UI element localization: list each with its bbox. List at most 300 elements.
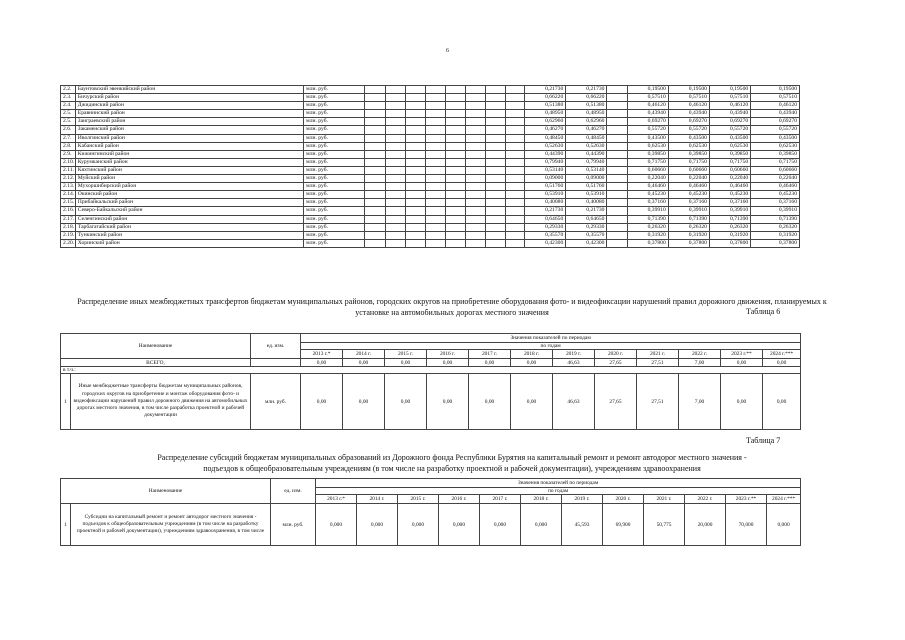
empty-cell: [365, 199, 385, 207]
year-header: 2019 г.: [562, 495, 603, 504]
empty-cell: [425, 150, 445, 158]
empty-cell: [485, 166, 505, 174]
value-cell: 0,71750: [668, 158, 709, 166]
table-row: [61, 239, 800, 247]
value-cell: 0,69270: [709, 118, 750, 126]
empty-cell: [445, 199, 465, 207]
empty-cell: [405, 239, 425, 247]
year-header: 2013 г.*: [301, 350, 343, 359]
empty-cell: [425, 207, 445, 215]
value-cell: 0,45230: [627, 191, 668, 199]
row-unit: млн. руб.: [304, 110, 365, 118]
empty-cell: [485, 86, 505, 94]
row-number: 2.11.: [61, 166, 76, 174]
year-header: 2017 г.: [469, 350, 511, 359]
value-cell: 0,42300: [566, 239, 607, 247]
empty-cell: [385, 231, 405, 239]
row-name: Курумканский район: [75, 158, 303, 166]
empty-cell: [465, 118, 485, 126]
empty-cell: [465, 86, 485, 94]
row-name: Иволгинский район: [75, 134, 303, 142]
value-cell: 0,51380: [566, 102, 607, 110]
total-value: 27,51: [637, 359, 679, 367]
value-cell: 0,43940: [751, 110, 800, 118]
empty-cell: [365, 134, 385, 142]
table6-header-years-group: по годам: [301, 343, 801, 350]
empty-cell: [405, 158, 425, 166]
empty-cell: [405, 207, 425, 215]
value-cell: 0,22040: [709, 175, 750, 183]
value-cell: 27,65: [595, 374, 637, 430]
empty-cell: [485, 158, 505, 166]
row-number: 2.12.: [61, 175, 76, 183]
value-cell: 0,62960: [525, 118, 566, 126]
value-cell: 20,000: [685, 504, 726, 546]
empty-cell: [607, 183, 627, 191]
empty-cell: [405, 86, 425, 94]
empty-cell: [485, 118, 505, 126]
table7-title-line2: подъездов к общеобразовательным учреждениям (в том числе на разработку проектной и рабочей документации), учреждениям здравоохранения: [203, 464, 701, 473]
row-unit: млн. руб.: [304, 86, 365, 94]
empty-cell: [445, 126, 465, 134]
empty-cell: [405, 134, 425, 142]
empty-cell: [465, 166, 485, 174]
year-header: 2021 г.: [644, 495, 685, 504]
value-cell: 0,71390: [668, 215, 709, 223]
row-unit: млн. руб.: [304, 175, 365, 183]
table6-header-unit: ед. изм.: [251, 334, 301, 359]
table6-total-unit: [251, 359, 301, 367]
table-row: [61, 102, 800, 110]
value-cell: 0,62530: [627, 142, 668, 150]
value-cell: 0,21730: [566, 207, 607, 215]
row-name: Северо-Байкальский район: [75, 207, 303, 215]
value-cell: 0,64650: [566, 215, 607, 223]
empty-cell: [485, 191, 505, 199]
total-value: 0,00: [763, 359, 801, 367]
value-cell: 0,79940: [525, 158, 566, 166]
value-cell: 0,71750: [709, 158, 750, 166]
empty-cell: [425, 239, 445, 247]
value-cell: 0,26320: [668, 223, 709, 231]
table7-header-unit: ед. изм.: [271, 479, 316, 504]
empty-cell: [607, 142, 627, 150]
value-cell: 0,66220: [525, 94, 566, 102]
row-unit: млн. руб.: [304, 223, 365, 231]
value-cell: 0,55720: [668, 126, 709, 134]
table-row: [61, 158, 800, 166]
table-row: [61, 150, 800, 158]
empty-cell: [607, 207, 627, 215]
empty-cell: [607, 175, 627, 183]
empty-cell: [385, 102, 405, 110]
total-value: 0,00: [511, 359, 553, 367]
value-cell: 0,62530: [709, 142, 750, 150]
empty-cell: [485, 183, 505, 191]
empty-cell: [465, 215, 485, 223]
value-cell: 0,69270: [668, 118, 709, 126]
empty-cell: [607, 134, 627, 142]
table7-header-name: Наименование: [61, 479, 271, 504]
empty-cell: [425, 199, 445, 207]
value-cell: 0,37800: [751, 239, 800, 247]
total-value: 46,63: [553, 359, 595, 367]
value-cell: 46,63: [553, 374, 595, 430]
year-header: 2023 г.**: [726, 495, 767, 504]
value-cell: 0,21730: [525, 207, 566, 215]
value-cell: 0,39850: [668, 150, 709, 158]
table7-row-unit: млн. руб.: [271, 504, 316, 546]
empty-cell: [425, 118, 445, 126]
row-number: 2.13.: [61, 183, 76, 191]
value-cell: 0,71390: [709, 215, 750, 223]
value-cell: 0,19500: [709, 86, 750, 94]
value-cell: 7,00: [679, 374, 721, 430]
value-cell: 0,29330: [566, 223, 607, 231]
year-header: 2020 г.: [603, 495, 644, 504]
empty-cell: [365, 150, 385, 158]
empty-cell: [405, 191, 425, 199]
value-cell: 0,29330: [525, 223, 566, 231]
empty-cell: [506, 150, 525, 158]
value-cell: 0,31920: [627, 231, 668, 239]
empty-cell: [405, 118, 425, 126]
empty-cell: [425, 166, 445, 174]
empty-cell: [445, 86, 465, 94]
empty-cell: [465, 183, 485, 191]
empty-cell: [385, 86, 405, 94]
value-cell: 0,62530: [751, 142, 800, 150]
value-cell: 0,66220: [566, 94, 607, 102]
value-cell: 0,46460: [709, 183, 750, 191]
value-cell: 0,43500: [709, 134, 750, 142]
value-cell: 0,44390: [566, 150, 607, 158]
value-cell: 0,71390: [627, 215, 668, 223]
empty-cell: [365, 94, 385, 102]
value-cell: 0,60660: [668, 166, 709, 174]
value-cell: 0,21730: [525, 86, 566, 94]
year-header: 2022 г.: [679, 350, 721, 359]
table-row: [61, 86, 800, 94]
empty-cell: [445, 158, 465, 166]
empty-cell: [485, 215, 505, 223]
empty-cell: [445, 191, 465, 199]
empty-cell: [365, 142, 385, 150]
empty-cell: [465, 175, 485, 183]
empty-cell: [425, 126, 445, 134]
empty-cell: [465, 191, 485, 199]
row-number: 2.4.: [61, 102, 76, 110]
value-cell: 0,46460: [668, 183, 709, 191]
empty-cell: [365, 183, 385, 191]
empty-cell: [485, 231, 505, 239]
row-name: Баунтовский эвенкийский район: [75, 86, 303, 94]
row-name: Мухоршибирский район: [75, 183, 303, 191]
row-unit: млн. руб.: [304, 231, 365, 239]
empty-cell: [365, 118, 385, 126]
empty-cell: [485, 110, 505, 118]
value-cell: 0,43940: [627, 110, 668, 118]
empty-cell: [385, 215, 405, 223]
table7-row-name: Субсидии на капитальный ремонт и ремонт автодорог местного значения - подъездов к общеобразовательным учреждениям (в том числе на разработку проектной и рабочей документации), учреждениям здравоохранения, в том числе: [71, 504, 271, 546]
table6-total-label: ВСЕГО,: [61, 359, 251, 367]
total-value: 7,00: [679, 359, 721, 367]
empty-cell: [385, 134, 405, 142]
empty-cell: [365, 231, 385, 239]
empty-cell: [425, 94, 445, 102]
row-number: 2.16.: [61, 207, 76, 215]
table-row: [61, 191, 800, 199]
table-row: [61, 223, 800, 231]
empty-cell: [485, 175, 505, 183]
row-unit: млн. руб.: [304, 126, 365, 134]
value-cell: 0,000: [439, 504, 480, 546]
total-value: 0,00: [385, 359, 427, 367]
empty-cell: [506, 223, 525, 231]
value-cell: 0,37160: [627, 199, 668, 207]
table6-row-num: 1: [61, 374, 71, 430]
row-name: Муйский район: [75, 175, 303, 183]
row-number: 2.18.: [61, 223, 76, 231]
empty-cell: [385, 183, 405, 191]
empty-cell: [506, 86, 525, 94]
value-cell: 0,62530: [668, 142, 709, 150]
empty-cell: [465, 150, 485, 158]
empty-cell: [385, 118, 405, 126]
value-cell: 0,37160: [709, 199, 750, 207]
value-cell: 0,46460: [751, 183, 800, 191]
empty-cell: [385, 142, 405, 150]
value-cell: 0,45230: [709, 191, 750, 199]
value-cell: 0,19500: [627, 86, 668, 94]
empty-cell: [445, 94, 465, 102]
year-header: 2017 г.: [480, 495, 521, 504]
empty-cell: [385, 223, 405, 231]
table7: [60, 478, 801, 546]
value-cell: 0,57510: [627, 94, 668, 102]
empty-cell: [465, 239, 485, 247]
value-cell: 50,775: [644, 504, 685, 546]
value-cell: 0,46120: [709, 102, 750, 110]
value-cell: 0,53140: [525, 166, 566, 174]
row-number: 2.8.: [61, 142, 76, 150]
empty-cell: [485, 134, 505, 142]
row-unit: млн. руб.: [304, 118, 365, 126]
value-cell: 0,35570: [566, 231, 607, 239]
row-number: 2.2.: [61, 86, 76, 94]
value-cell: 0,69270: [627, 118, 668, 126]
empty-cell: [607, 158, 627, 166]
year-header: 2018 г.: [511, 350, 553, 359]
table-row: [61, 166, 800, 174]
value-cell: 0,43500: [751, 134, 800, 142]
table7-header-values: Значения показателей по периодам: [316, 479, 801, 488]
value-cell: 0,46270: [525, 126, 566, 134]
empty-cell: [385, 175, 405, 183]
empty-cell: [485, 94, 505, 102]
empty-cell: [445, 150, 465, 158]
row-number: 2.14.: [61, 191, 76, 199]
value-cell: 0,52630: [566, 142, 607, 150]
empty-cell: [485, 199, 505, 207]
row-name: Заиграевский район: [75, 118, 303, 126]
value-cell: 0,09000: [566, 175, 607, 183]
empty-cell: [405, 150, 425, 158]
empty-cell: [506, 94, 525, 102]
row-unit: млн. руб.: [304, 183, 365, 191]
value-cell: 0,53910: [525, 191, 566, 199]
value-cell: 0,43500: [627, 134, 668, 142]
value-cell: 0,000: [480, 504, 521, 546]
row-name: Закаменский район: [75, 126, 303, 134]
total-value: 0,00: [301, 359, 343, 367]
row-unit: млн. руб.: [304, 94, 365, 102]
empty-cell: [465, 134, 485, 142]
empty-cell: [405, 199, 425, 207]
empty-cell: [607, 191, 627, 199]
value-cell: 0,00: [721, 374, 763, 430]
value-cell: 0,40080: [525, 199, 566, 207]
value-cell: 0,71390: [751, 215, 800, 223]
row-number: 2.10.: [61, 158, 76, 166]
value-cell: 0,48950: [525, 110, 566, 118]
row-number: 2.6.: [61, 126, 76, 134]
empty-cell: [506, 191, 525, 199]
empty-cell: [405, 231, 425, 239]
empty-cell: [607, 231, 627, 239]
empty-cell: [385, 110, 405, 118]
year-header: 2018 г.: [521, 495, 562, 504]
empty-cell: [485, 142, 505, 150]
year-header: 2014 г.: [357, 495, 398, 504]
table-row: [61, 183, 800, 191]
table-row: [61, 118, 800, 126]
value-cell: 0,51380: [525, 102, 566, 110]
empty-cell: [425, 183, 445, 191]
empty-cell: [405, 215, 425, 223]
table7-header-years-group: по годам: [316, 488, 801, 495]
value-cell: 0,48450: [525, 134, 566, 142]
row-name: Кабанский район: [75, 142, 303, 150]
total-value: 0,00: [427, 359, 469, 367]
empty-cell: [445, 239, 465, 247]
empty-cell: [506, 126, 525, 134]
value-cell: 0,21730: [566, 86, 607, 94]
empty-cell: [405, 126, 425, 134]
empty-cell: [607, 239, 627, 247]
value-cell: 0,31920: [668, 231, 709, 239]
row-number: 2.20.: [61, 239, 76, 247]
empty-cell: [425, 191, 445, 199]
empty-cell: [445, 231, 465, 239]
table6-header-name: Наименование: [61, 334, 251, 359]
value-cell: 0,52630: [525, 142, 566, 150]
value-cell: 0,26320: [627, 223, 668, 231]
row-unit: млн. руб.: [304, 215, 365, 223]
row-unit: млн. руб.: [304, 150, 365, 158]
year-header: 2020 г.: [595, 350, 637, 359]
empty-cell: [445, 215, 465, 223]
empty-cell: [465, 102, 485, 110]
empty-cell: [405, 110, 425, 118]
value-cell: 0,71750: [627, 158, 668, 166]
value-cell: 0,000: [767, 504, 801, 546]
year-header: 2013 г.*: [316, 495, 357, 504]
value-cell: 0,37800: [627, 239, 668, 247]
empty-cell: [506, 207, 525, 215]
empty-cell: [465, 231, 485, 239]
empty-cell: [506, 231, 525, 239]
empty-cell: [485, 126, 505, 134]
value-cell: 27,51: [637, 374, 679, 430]
value-cell: 0,37160: [668, 199, 709, 207]
value-cell: 0,45230: [751, 191, 800, 199]
empty-cell: [365, 86, 385, 94]
empty-cell: [365, 166, 385, 174]
value-cell: 0,39910: [709, 207, 750, 215]
empty-cell: [425, 142, 445, 150]
value-cell: 0,00: [763, 374, 801, 430]
row-name: Еравнинский район: [75, 110, 303, 118]
row-number: 2.9.: [61, 150, 76, 158]
empty-cell: [607, 94, 627, 102]
value-cell: 69,900: [603, 504, 644, 546]
row-number: 2.5.: [61, 110, 76, 118]
row-unit: млн. руб.: [304, 166, 365, 174]
value-cell: 0,55720: [751, 126, 800, 134]
value-cell: 0,000: [521, 504, 562, 546]
row-name: Прибайкальский район: [75, 199, 303, 207]
empty-cell: [385, 94, 405, 102]
value-cell: 0,46120: [627, 102, 668, 110]
empty-cell: [385, 158, 405, 166]
table6-header-values: Значения показателей по периодам: [301, 334, 801, 343]
row-unit: млн. руб.: [304, 207, 365, 215]
empty-cell: [405, 175, 425, 183]
empty-cell: [445, 142, 465, 150]
empty-cell: [607, 110, 627, 118]
value-cell: 45,593: [562, 504, 603, 546]
empty-cell: [607, 102, 627, 110]
value-cell: 0,55720: [709, 126, 750, 134]
empty-cell: [506, 102, 525, 110]
empty-cell: [425, 86, 445, 94]
empty-cell: [465, 158, 485, 166]
empty-cell: [425, 110, 445, 118]
empty-cell: [425, 231, 445, 239]
value-cell: 0,26320: [709, 223, 750, 231]
row-number: 2.19.: [61, 231, 76, 239]
value-cell: 0,43940: [668, 110, 709, 118]
empty-cell: [465, 142, 485, 150]
table-row: [61, 134, 800, 142]
empty-cell: [365, 215, 385, 223]
year-header: 2024 г.***: [763, 350, 801, 359]
row-unit: млн. руб.: [304, 102, 365, 110]
value-cell: 70,000: [726, 504, 767, 546]
empty-cell: [506, 142, 525, 150]
value-cell: 0,000: [398, 504, 439, 546]
year-header: 2019 г.: [553, 350, 595, 359]
empty-cell: [445, 166, 465, 174]
value-cell: 0,37800: [709, 239, 750, 247]
empty-cell: [506, 158, 525, 166]
value-cell: 0,000: [357, 504, 398, 546]
value-cell: 0,43500: [668, 134, 709, 142]
row-number: 2.3.: [61, 94, 76, 102]
value-cell: 0,53140: [566, 166, 607, 174]
empty-cell: [607, 126, 627, 134]
